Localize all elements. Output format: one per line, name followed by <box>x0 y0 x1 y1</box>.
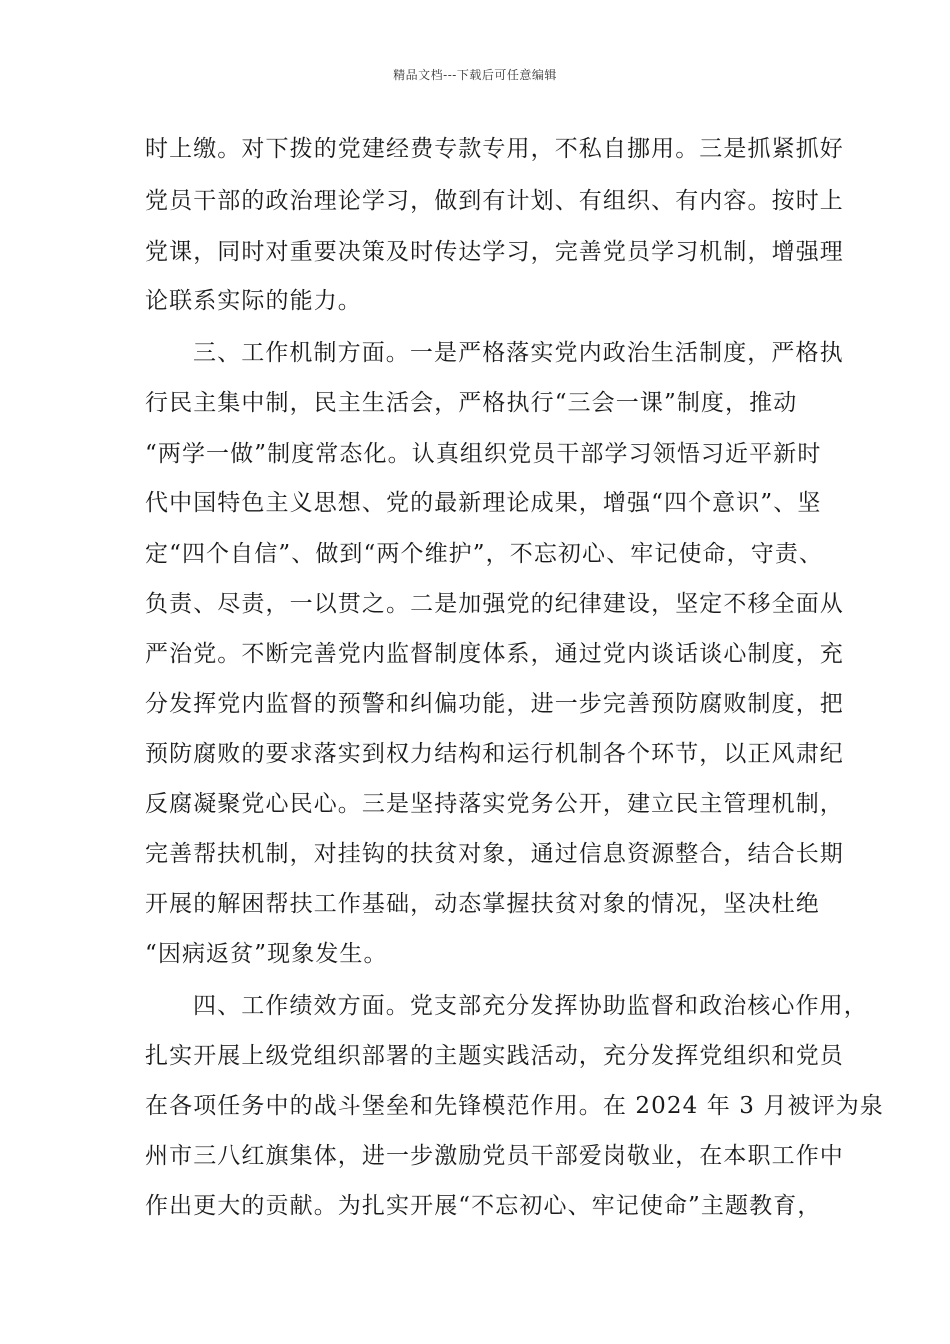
body-line: “因病返贫”现象发生。 <box>145 941 388 967</box>
body-line: 定“四个自信”、做到“两个维护”，不忘初心、牢记使命，守责、 <box>145 541 824 567</box>
body-line: 党课，同时对重要决策及时传达学习，完善党员学习机制，增强理 <box>145 239 844 265</box>
body-line: 作出更大的贡献。为扎实开展“不忘初心、牢记使命”主题教育， <box>145 1193 822 1219</box>
paragraph-start-line: 三、工作机制方面。一是严格落实党内政治生活制度，严格执 <box>193 340 844 366</box>
body-line: 行民主集中制，民主生活会，严格执行“三会一课”制度，推动 <box>145 390 798 416</box>
body-line: 预防腐败的要求落实到权力结构和运行机制各个环节，以正风肃纪 <box>145 741 844 767</box>
body-line: 论联系实际的能力。 <box>145 288 362 314</box>
body-line: 党员干部的政治理论学习，做到有计划、有组织、有内容。按时上 <box>145 188 844 214</box>
body-line: 完善帮扶机制，对挂钩的扶贫对象，通过信息资源整合，结合长期 <box>145 841 844 867</box>
body-line: 州市三八红旗集体，进一步激励党员干部爱岗敬业，在本职工作中 <box>145 1143 844 1169</box>
body-line: 分发挥党内监督的预警和纠偏功能，进一步完善预防腐败制度，把 <box>145 691 844 717</box>
body-line: 严治党。不断完善党内监督制度体系，通过党内谈话谈心制度，充 <box>145 641 844 667</box>
body-line: 时上缴。对下拨的党建经费专款专用，不私自挪用。三是抓紧抓好 <box>145 136 844 162</box>
body-line: “两学一做”制度常态化。认真组织党员干部学习领悟习近平新时 <box>145 441 822 467</box>
body-line: 代中国特色主义思想、党的最新理论成果，增强“四个意识”、坚 <box>145 490 822 516</box>
body-line: 开展的解困帮扶工作基础，动态掌握扶贫对象的情况，坚决杜绝 <box>145 891 820 917</box>
body-line: 在各项任务中的战斗堡垒和先锋模范作用。在 2024 年 3 月被评为泉 <box>145 1093 884 1119</box>
body-line: 反腐凝聚党心民心。三是坚持落实党务公开，建立民主管理机制， <box>145 791 844 817</box>
paragraph-start-line: 四、工作绩效方面。党支部充分发挥协助监督和政治核心作用， <box>193 993 868 1019</box>
body-line: 负责、尽责，一以贯之。二是加强党的纪律建设，坚定不移全面从 <box>145 591 844 617</box>
body-line: 扎实开展上级党组织部署的主题实践活动，充分发挥党组织和党员 <box>145 1043 844 1069</box>
page-header: 精品文档---下载后可任意编辑 <box>393 68 557 82</box>
